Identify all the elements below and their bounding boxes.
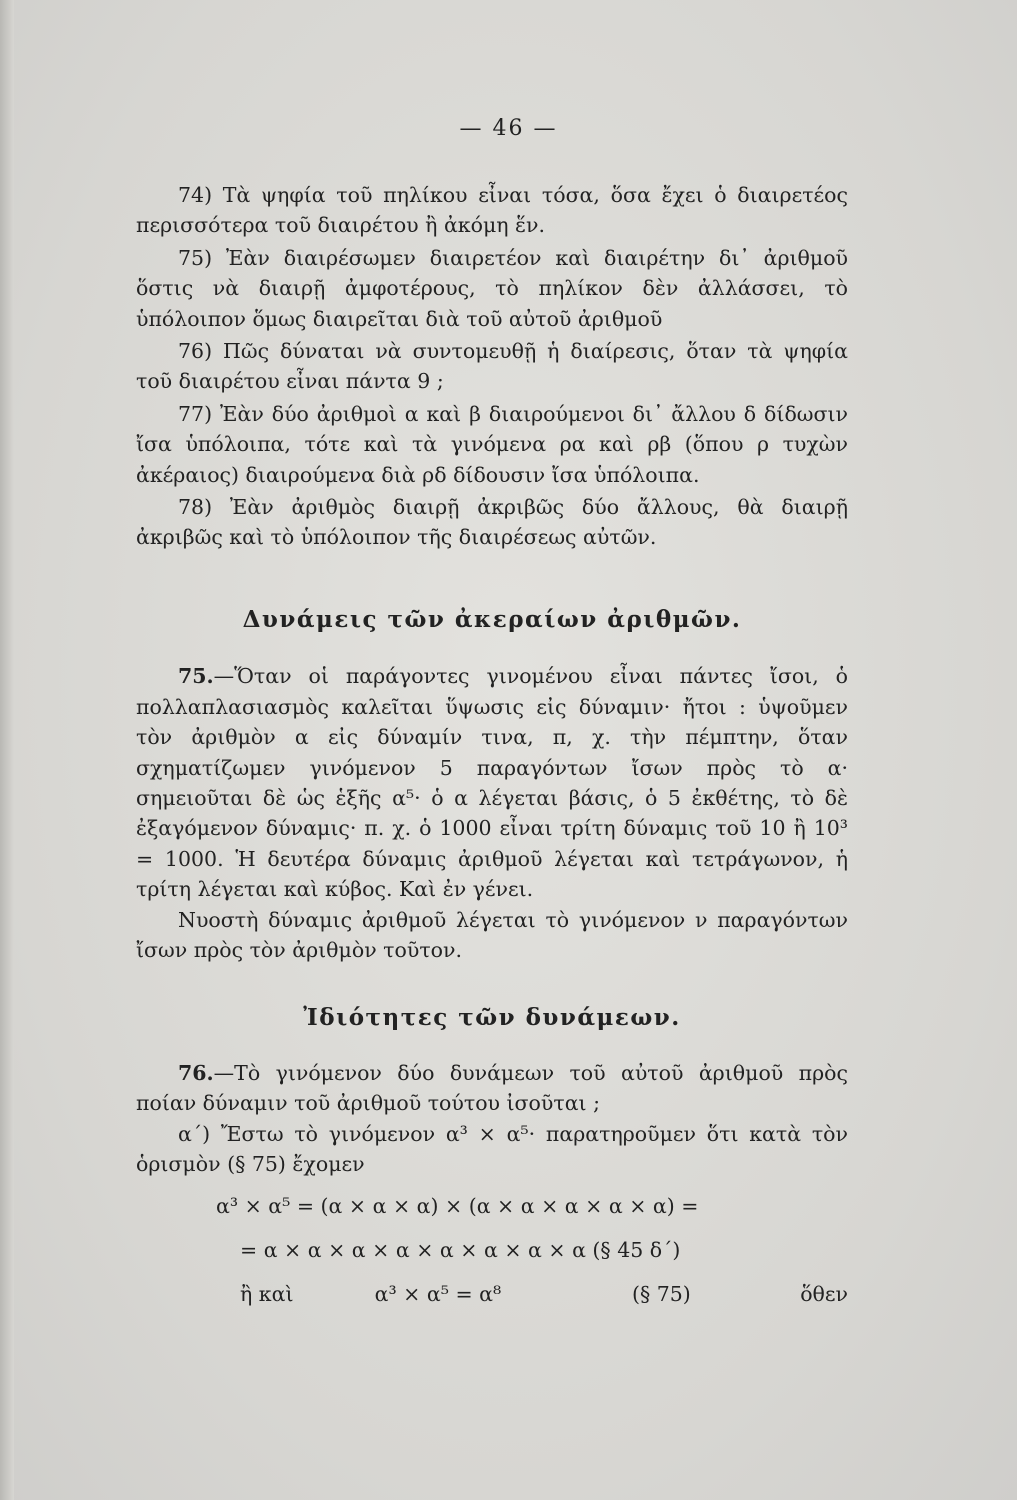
section-heading-powers: Δυνάμεις τῶν ἀκεραίων ἀριθμῶν.	[242, 605, 742, 633]
section-75-text: —Ὅταν οἱ παράγοντες γινομένου εἶναι πάντες ἴσοι, ὁ πολλαπλασιασμὸς καλεῖται ὕψωσις εἰς δύναμιν· ἤτοι : ὑψοῦμεν τὸν ἀριθμὸν α εἰς δύναμίν τινα, π, χ. τὴν πέμπτην, ὅταν σχηματίζωμεν γινόμενον 5 παραγόντων ἴσων πρὸς τὸ α· σημειοῦται δὲ ὡς ἑξῆς α⁵· ὁ α λέγεται βάσις, ὁ 5 ἐκθέτης, τὸ δὲ ἐξαγόμενον δύναμις· π. χ. ὁ 1000 εἶναι τρίτη δύναμις τοῦ 10 ἢ 10³ = 1000. Ἡ δευτέρα δύναμις ἀριθμοῦ λέγεται καὶ τετράγωνον, ἡ τρίτη λέγεται καὶ κύβος. Καὶ ἐν γένει.	[136, 664, 848, 902]
section-75-paragraph	[136, 661, 848, 904]
equation-line-3	[136, 1277, 848, 1311]
section-76-number: 76.	[178, 1060, 214, 1085]
section-76-text: —Τὸ γινόμενον δύο δυνάμεων τοῦ αὐτοῦ ἀριθμοῦ πρὸς ποίαν δύναμιν τοῦ ἀριθμοῦ τούτου ἰσοῦται ;	[136, 1060, 848, 1116]
exercise-76: 76) Πῶς δύναται νὰ συντομευθῇ ἡ διαίρεσις, ὅταν τὰ ψηφία τοῦ διαιρέτου εἶναι πάντα 9 ;	[136, 339, 848, 394]
nth-power-definition: Νυοστὴ δύναμις ἀριθμοῦ λέγεται τὸ γινόμενον ν παραγόντων ἴσων πρὸς τὸν ἀριθμὸν τοῦτον.	[136, 907, 848, 962]
text-body	[136, 180, 848, 1311]
equation-reference: (§ 75)	[631, 1282, 691, 1307]
binding-shadow	[0, 0, 14, 1500]
equation-line-2: = α × α × α × α × α × α × α × α (§ 45 δ΄)	[240, 1238, 681, 1263]
equation-result: α³ × α⁵ = α⁸	[374, 1282, 502, 1307]
equation-hence: ἢ καὶ	[240, 1282, 294, 1307]
exercise-74: 74) Τὰ ψηφία τοῦ πηλίκου εἶναι τόσα, ὅσα ἔχει ὁ διαιρετέος περισσότερα τοῦ διαιρέτου ἢ ἀκόμη ἕν.	[136, 183, 848, 238]
case-a-paragraph: α΄) Ἔστω τὸ γινόμενον α³ × α⁵· παρατηροῦμεν ὅτι κατὰ τὸν ὁρισμὸν (§ 75) ἔχομεν	[136, 1121, 848, 1176]
exercise-77: 77) Ἐὰν δύο ἀριθμοὶ α καὶ β διαιρούμενοι δι᾽ ἄλλου δ δίδωσιν ἴσα ὑπόλοιπα, τότε καὶ τὰ γινόμενα ρα καὶ ρβ (ὅπου ρ τυχὼν ἀκέραιος) διαιρούμενα διὰ ρδ δίδουσιν ἴσα ὑπόλοιπα.	[136, 401, 848, 487]
exercise-75: 75) Ἐὰν διαιρέσωμεν διαιρετέον καὶ διαιρέτην δι᾽ ἀριθμοῦ ὅστις νὰ διαιρῇ ἀμφοτέρους, τὸ πηλίκον δὲν ἀλλάσσει, τὸ ὑπόλοιπον ὅμως διαιρεῖται διὰ τοῦ αὐτοῦ ἀριθμοῦ	[136, 245, 848, 331]
section-75-number: 75.	[178, 664, 214, 689]
equation-therefore: ὅθεν	[800, 1282, 848, 1307]
equation-line-1: α³ × α⁵ = (α × α × α) × (α × α × α × α × α) =	[216, 1194, 699, 1219]
section-76-paragraph	[136, 1058, 848, 1119]
exercise-78: 78) Ἐὰν ἀριθμὸς διαιρῇ ἀκριβῶς δύο ἄλλους, θὰ διαιρῇ ἀκριβῶς καὶ τὸ ὑπόλοιπον τῆς διαιρέσεως αὐτῶν.	[136, 495, 848, 550]
section-heading-properties: Ἰδιότητες τῶν δυνάμεων.	[303, 1004, 681, 1032]
page-number: — 46 —	[459, 116, 558, 141]
